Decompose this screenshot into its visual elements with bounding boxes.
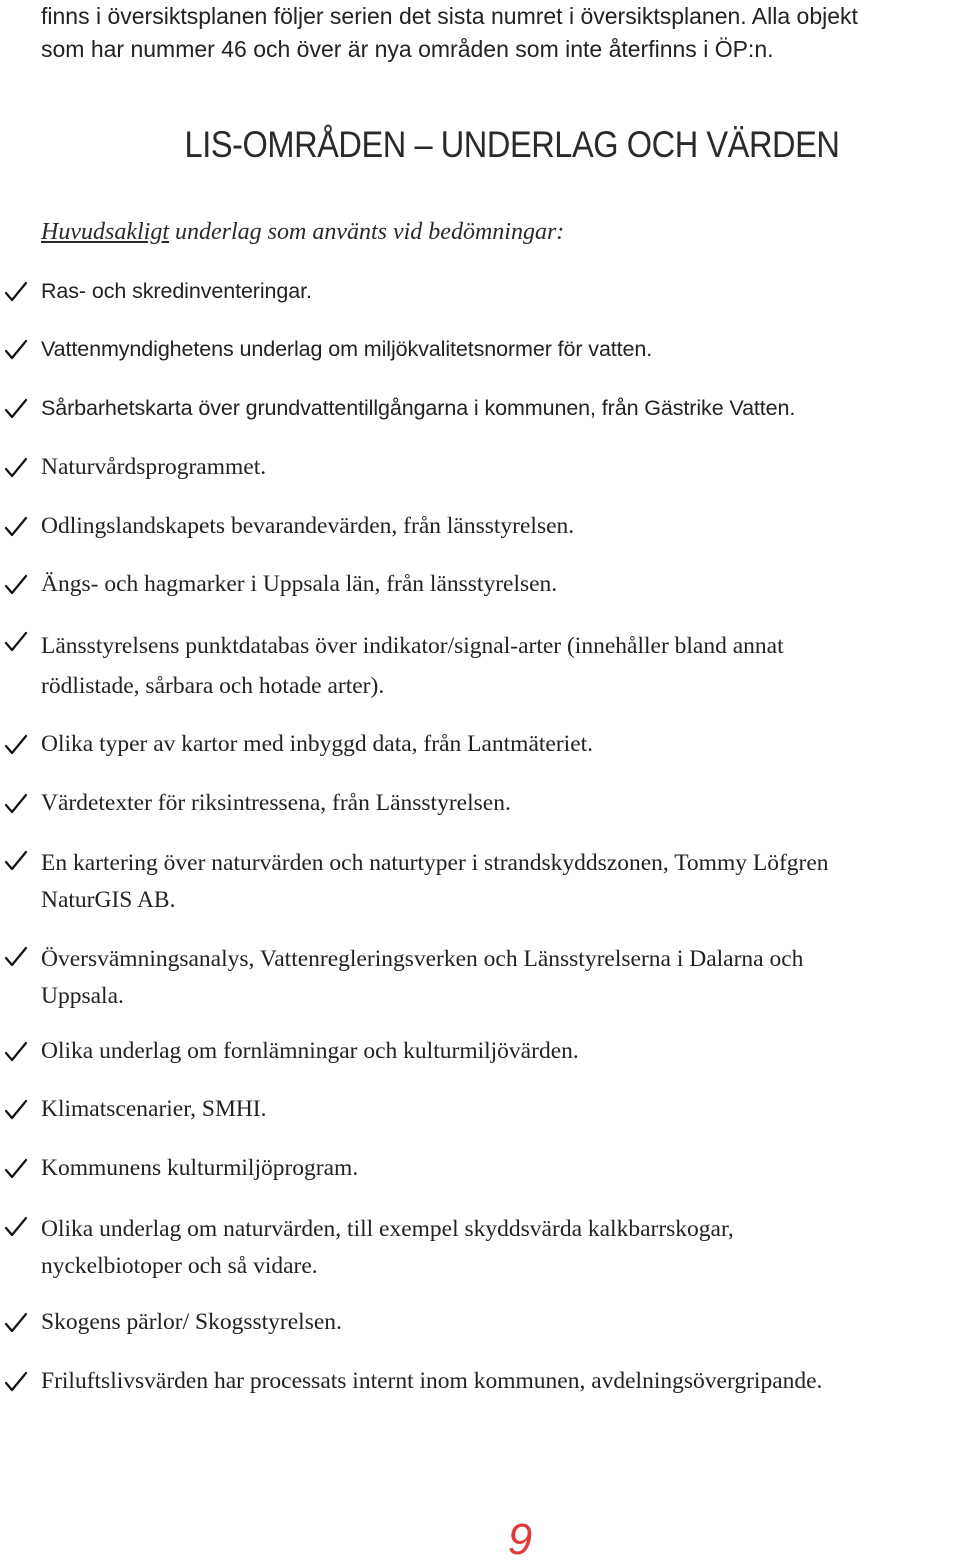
page-number: 9 xyxy=(507,1515,533,1564)
list-item-text xyxy=(41,1366,960,1396)
list-item-line: Ras- och skredinventeringar. xyxy=(41,279,312,303)
intro-line: som har nummer 46 och över är nya områden som inte återfinns i ÖP:n. xyxy=(41,36,774,62)
intro-line: finns i översiktsplanen följer serien det sista numret i översiktsplanen. Alla objekt xyxy=(41,3,858,29)
list-item-text xyxy=(41,941,960,1015)
list-item-line: Olika underlag om fornlämningar och kulturmiljövärden. xyxy=(41,1038,579,1064)
checkmark-icon xyxy=(4,733,28,757)
list-item-line: Naturvårdsprogrammet. xyxy=(41,454,267,480)
list-item-text xyxy=(41,569,960,599)
subheading-underlined: Huvudsakligt xyxy=(41,219,169,245)
list-item-line: Kommunens kulturmiljöprogram. xyxy=(41,1155,359,1181)
list-item-line: En kartering över naturvärden och naturtyper i strandskyddszonen, Tommy Löfgren xyxy=(41,850,829,876)
checkmark-icon xyxy=(4,397,28,421)
list-item-line: Skogens pärlor/ Skogsstyrelsen. xyxy=(41,1309,342,1335)
list-item-text xyxy=(41,729,960,759)
checkmark-icon xyxy=(4,1215,28,1239)
list-item-text xyxy=(41,452,960,482)
intro-paragraph xyxy=(41,0,941,66)
list-item-line: Olika typer av kartor med inbyggd data, från Lantmäteriet. xyxy=(41,731,594,757)
list-item-text xyxy=(41,1153,960,1183)
list-item-line: rödlistade, sårbara och hotade arter). xyxy=(41,673,385,699)
list-item-text xyxy=(41,276,960,306)
list-item-line: Klimatscenarier, SMHI. xyxy=(41,1096,267,1122)
checkmark-icon xyxy=(4,630,28,654)
checkmark-icon xyxy=(4,792,28,816)
subheading xyxy=(41,216,564,248)
list-item-line: NaturGIS AB. xyxy=(41,887,176,913)
list-item-text xyxy=(41,334,960,364)
list-item-line: Länsstyrelsens punktdatabas över indikator/signal-arter (innehåller bland annat xyxy=(41,633,784,659)
list-item-line: Ängs- och hagmarker i Uppsala län, från länsstyrelsen. xyxy=(41,571,558,597)
list-item-line: Friluftslivsvärden har processats internt inom kommunen, avdelningsövergripande. xyxy=(41,1368,823,1394)
list-item-line: Översvämningsanalys, Vattenregleringsverken och Länsstyrelserna i Dalarna och xyxy=(41,946,804,972)
section-heading: LIS-OMRÅDEN – UNDERLAG OCH VÄRDEN xyxy=(184,124,840,165)
list-item-text xyxy=(41,1307,960,1337)
checkmark-icon xyxy=(4,456,28,480)
list-item-text xyxy=(41,511,960,541)
checkmark-icon xyxy=(4,338,28,362)
list-item-text xyxy=(41,1094,960,1124)
checkmark-icon xyxy=(4,945,28,969)
checkmark-icon xyxy=(4,1157,28,1181)
list-item-text xyxy=(41,626,960,706)
list-item-text xyxy=(41,1036,960,1066)
checkmark-icon xyxy=(4,1098,28,1122)
list-item-line: Värdetexter för riksintressena, från Länsstyrelsen. xyxy=(41,790,511,816)
list-item-text xyxy=(41,393,960,423)
list-item-line: nyckelbiotoper och så vidare. xyxy=(41,1253,318,1279)
list-item-text xyxy=(41,788,960,818)
checkmark-icon xyxy=(4,1311,28,1335)
subheading-rest: underlag som använts vid bedömningar: xyxy=(168,219,565,245)
checkmark-icon xyxy=(4,515,28,539)
list-item-line: Sårbarhetskarta över grundvattentillgångarna i kommunen, från Gästrike Vatten. xyxy=(41,396,796,420)
list-item-text xyxy=(41,845,960,919)
checkmark-icon xyxy=(4,1370,28,1394)
list-item-line: Vattenmyndighetens underlag om miljökvalitetsnormer för vatten. xyxy=(41,337,653,361)
list-item-line: Uppsala. xyxy=(41,983,124,1009)
checkmark-icon xyxy=(4,1040,28,1064)
checkmark-icon xyxy=(4,849,28,873)
list-item-line: Odlingslandskapets bevarandevärden, från länsstyrelsen. xyxy=(41,513,575,539)
checkmark-icon xyxy=(4,573,28,597)
list-item-text xyxy=(41,1211,960,1285)
checkmark-icon xyxy=(4,280,28,304)
list-item-line: Olika underlag om naturvärden, till exempel skyddsvärda kalkbarrskogar, xyxy=(41,1216,734,1242)
